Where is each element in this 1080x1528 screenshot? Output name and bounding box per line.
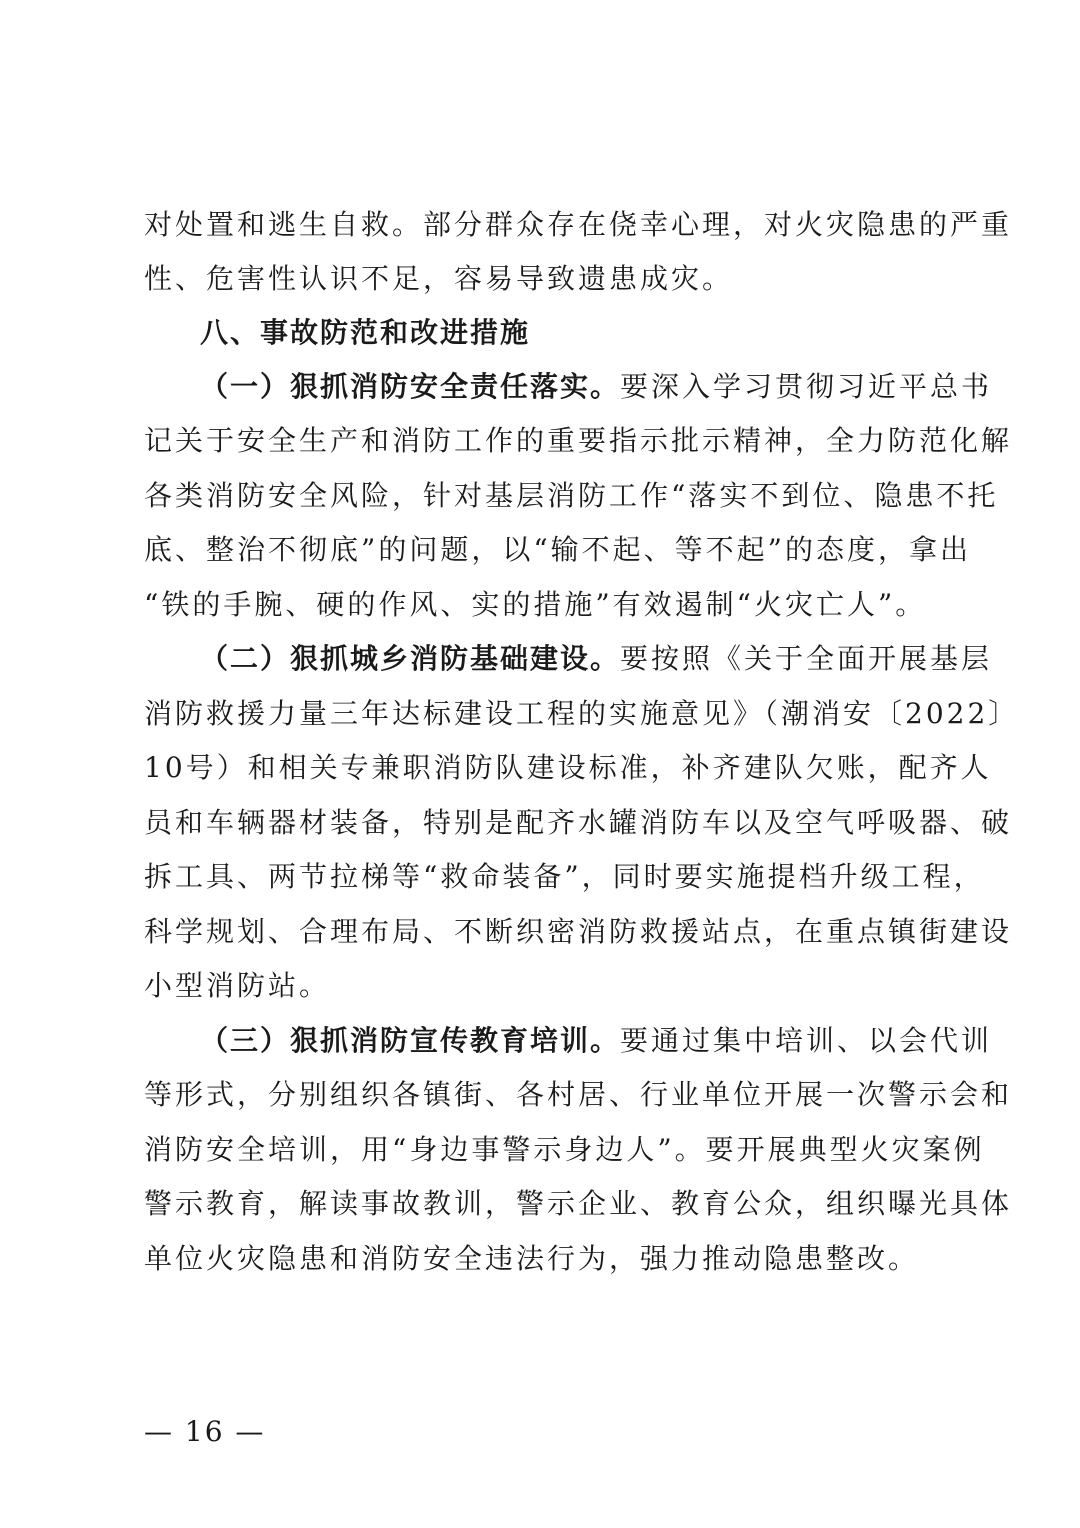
body-line: 科学规划、合理布局、不断织密消防救援站点，在重点镇街建设 [144,915,1013,948]
paragraph-text: 要深入学习贯彻习近平总书 [620,370,993,403]
body-line: 警示教育，解读事故教训，警示企业、教育公众，组织曝光具体 [144,1187,1013,1220]
paragraph-lead: （二）狠抓城乡消防基础建设。 [200,642,621,675]
body-line: “铁的手腕、硬的作风、实的措施”有效遏制“火灾亡人”。 [144,588,927,621]
body-line: 10号）和相关专兼职消防队建设标准，补齐建队欠账，配齐人 [144,751,992,784]
paragraph-3-first-line [200,1021,993,1061]
body-line: 拆工具、两节拉梯等“救命装备”，同时要实施提档升级工程， [144,860,985,893]
paragraph-text: 要按照《关于全面开展基层 [620,642,993,675]
body-line: 消防安全培训，用“身边事警示身边人”。要开展典型火灾案例 [144,1133,985,1166]
page-number: — 16 — [144,1415,266,1448]
body-line: 性、危害性认识不足，容易导致遗患成灾。 [144,262,734,295]
paragraph-lead: （三）狠抓消防宣传教育培训。 [200,1024,621,1057]
section-heading: 八、事故防范和改进措施 [200,316,531,349]
body-line: 消防救援力量三年达标建设工程的实施意见》（潮消安〔2022〕 [144,697,1020,730]
body-line: 员和车辆器材装备，特别是配齐水罐消防车以及空气呼吸器、破 [144,806,1013,839]
body-line: 单位火灾隐患和消防安全违法行为，强力推动隐患整改。 [144,1242,920,1275]
body-line: 等形式，分别组织各镇街、各村居、行业单位开展一次警示会和 [144,1078,1013,1111]
paragraph-text: 要通过集中培训、以会代训 [620,1024,993,1057]
body-line: 对处置和逃生自救。部分群众存在侥幸心理，对火灾隐患的严重 [144,208,1013,241]
paragraph-2-first-line [200,639,993,679]
body-line: 记关于安全生产和消防工作的重要指示批示精神，全力防范化解 [144,424,1013,457]
paragraph-1-first-line [200,367,993,407]
paragraph-lead: （一）狠抓消防安全责任落实。 [200,370,621,403]
body-line: 小型消防站。 [144,969,331,1002]
body-line: 底、整治不彻底”的问题，以“输不起、等不起”的态度，拿出 [144,533,971,566]
body-line: 各类消防安全风险，针对基层消防工作“落实不到位、隐患不托 [144,479,999,512]
